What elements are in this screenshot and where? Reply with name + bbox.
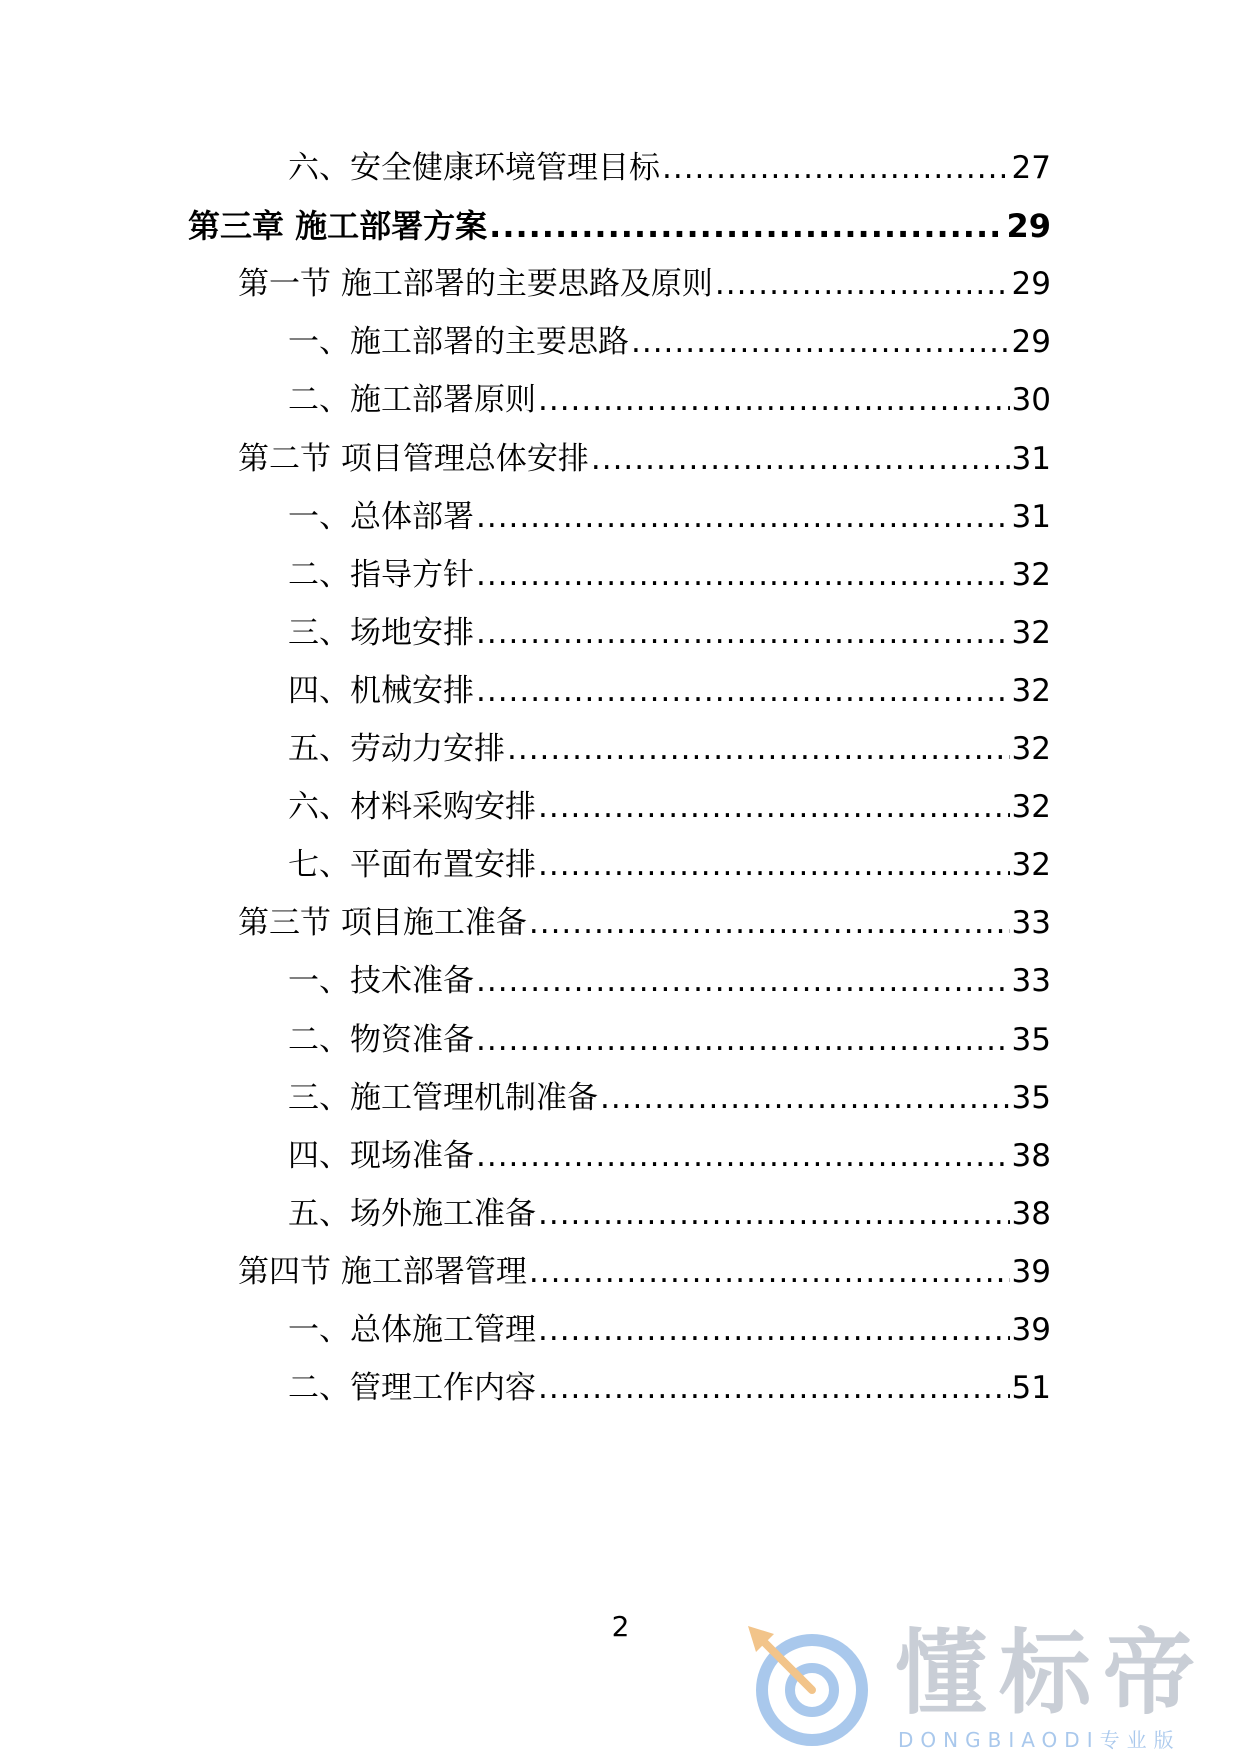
toc-dot-leader bbox=[538, 1189, 1010, 1239]
toc-page-number: 35 bbox=[1011, 1021, 1051, 1058]
toc-chapter bbox=[188, 201, 1051, 251]
toc-entry-label: 第四节 施工部署管理 bbox=[238, 1253, 527, 1290]
toc-page-number: 33 bbox=[1011, 905, 1051, 942]
toc-dot-leader bbox=[476, 492, 1010, 542]
toc-dot-leader bbox=[538, 1305, 1010, 1355]
toc-entry-label: 一、总体部署 bbox=[288, 498, 474, 535]
toc-page-number: 38 bbox=[1011, 1137, 1051, 1174]
toc-item bbox=[288, 1189, 1051, 1239]
toc-dot-leader bbox=[662, 143, 1010, 193]
toc-entry-label: 四、现场准备 bbox=[288, 1137, 474, 1174]
toc-entry-label: 二、管理工作内容 bbox=[288, 1370, 536, 1407]
toc-page-number: 31 bbox=[1011, 440, 1051, 477]
toc-entry-label: 六、安全健康环境管理目标 bbox=[288, 150, 660, 186]
toc-item bbox=[288, 492, 1051, 542]
toc-item bbox=[288, 724, 1051, 774]
toc-dot-leader bbox=[476, 956, 1010, 1006]
toc-item bbox=[288, 143, 1051, 193]
toc-page-number: 38 bbox=[1011, 1195, 1051, 1232]
toc-page-number: 27 bbox=[1011, 150, 1051, 186]
toc-dot-leader bbox=[476, 666, 1010, 716]
watermark bbox=[740, 1620, 1220, 1754]
toc-dot-leader bbox=[600, 1073, 1010, 1123]
toc-dot-leader bbox=[529, 1247, 1010, 1297]
toc-page-number: 33 bbox=[1011, 963, 1051, 1000]
toc-section bbox=[238, 259, 1051, 309]
toc-dot-leader bbox=[529, 898, 1010, 948]
toc-page-number: 32 bbox=[1011, 789, 1051, 826]
toc-entry-label: 五、场外施工准备 bbox=[288, 1195, 536, 1232]
toc-entry-label: 六、材料采购安排 bbox=[288, 789, 536, 826]
toc-page-number: 35 bbox=[1011, 1079, 1051, 1116]
toc-entry-label: 三、场地安排 bbox=[288, 614, 474, 651]
toc-section bbox=[238, 1247, 1051, 1297]
toc-page-number: 32 bbox=[1011, 847, 1051, 884]
toc-page-number: 51 bbox=[1011, 1370, 1051, 1407]
toc-dot-leader bbox=[476, 550, 1010, 600]
toc-page-number: 39 bbox=[1011, 1253, 1051, 1290]
toc-page-number: 32 bbox=[1011, 614, 1051, 651]
toc-section bbox=[238, 434, 1051, 484]
toc-dot-leader bbox=[476, 608, 1010, 658]
toc-dot-leader bbox=[538, 840, 1010, 890]
toc-page-number: 29 bbox=[1006, 207, 1051, 246]
toc-page-number: 29 bbox=[1011, 266, 1051, 303]
toc-dot-leader bbox=[476, 1015, 1010, 1065]
toc-item bbox=[288, 1363, 1051, 1413]
toc-dot-leader bbox=[476, 1131, 1010, 1181]
toc-entry-label: 第二节 项目管理总体安排 bbox=[238, 440, 589, 477]
toc-page-number: 32 bbox=[1011, 556, 1051, 593]
toc-page-number: 32 bbox=[1011, 672, 1051, 709]
toc-item bbox=[288, 666, 1051, 716]
toc-item bbox=[288, 608, 1051, 658]
toc-item bbox=[288, 550, 1051, 600]
toc-item bbox=[288, 956, 1051, 1006]
target-arrow-logo-icon bbox=[740, 1620, 890, 1754]
toc-entry-label: 第三节 项目施工准备 bbox=[238, 905, 527, 942]
toc-entry-label: 七、平面布置安排 bbox=[288, 847, 536, 884]
toc-dot-leader bbox=[507, 724, 1010, 774]
toc-entry-label: 第一节 施工部署的主要思路及原则 bbox=[238, 266, 713, 303]
toc-page-number: 39 bbox=[1011, 1312, 1051, 1348]
toc-page-number: 29 bbox=[1011, 324, 1051, 361]
toc-entry-label: 二、施工部署原则 bbox=[288, 382, 536, 419]
toc-page-number: 31 bbox=[1011, 498, 1051, 535]
toc-item bbox=[288, 375, 1051, 425]
toc-page-number: 30 bbox=[1011, 382, 1051, 419]
toc-entry-label: 一、总体施工管理 bbox=[288, 1312, 536, 1348]
toc-item bbox=[288, 782, 1051, 832]
watermark-subtitle: DONGBIAODI专业版 bbox=[898, 1728, 1181, 1752]
page-number: 2 bbox=[611, 1610, 630, 1643]
watermark-brand: 懂标帝 bbox=[895, 1620, 1208, 1727]
toc-item bbox=[288, 1305, 1051, 1355]
toc-dot-leader bbox=[715, 259, 1010, 309]
toc-item bbox=[288, 317, 1051, 367]
toc-entry-label: 三、施工管理机制准备 bbox=[288, 1079, 598, 1116]
toc-page-number: 32 bbox=[1011, 731, 1051, 767]
toc-item bbox=[288, 1073, 1051, 1123]
toc-dot-leader bbox=[538, 1363, 1010, 1413]
toc-entry-label: 一、施工部署的主要思路 bbox=[288, 324, 629, 361]
toc-item bbox=[288, 1015, 1051, 1065]
toc-item bbox=[288, 840, 1051, 890]
toc-section bbox=[238, 898, 1051, 948]
toc-dot-leader bbox=[538, 782, 1010, 832]
toc-item bbox=[288, 1131, 1051, 1181]
toc-entry-label: 第三章 施工部署方案 bbox=[188, 207, 488, 246]
toc-dot-leader bbox=[591, 434, 1010, 484]
toc-dot-leader bbox=[538, 375, 1010, 425]
toc-entry-label: 五、劳动力安排 bbox=[288, 731, 505, 767]
toc-entry-label: 一、技术准备 bbox=[288, 963, 474, 1000]
toc-entry-label: 二、物资准备 bbox=[288, 1021, 474, 1058]
toc-dot-leader bbox=[489, 201, 1004, 251]
toc-dot-leader bbox=[631, 317, 1010, 367]
toc-entry-label: 四、机械安排 bbox=[288, 672, 474, 709]
toc-entry-label: 二、指导方针 bbox=[288, 556, 474, 593]
